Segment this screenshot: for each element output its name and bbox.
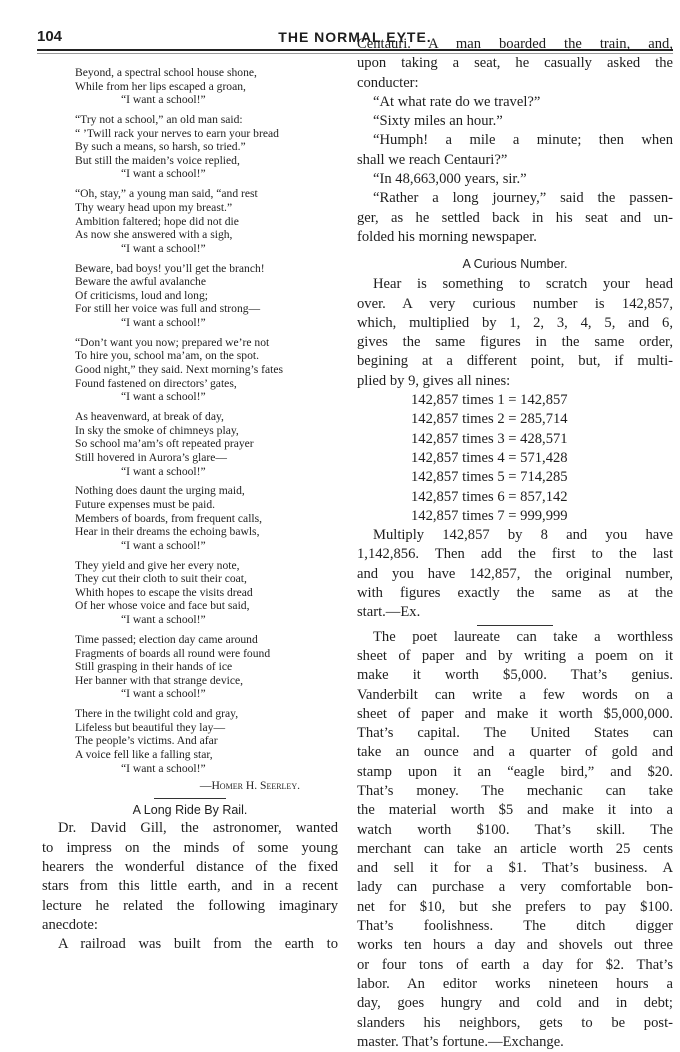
- poem-stanza: [75, 262, 338, 330]
- article-poet-laureate: [357, 628, 673, 1052]
- poem-line: “Try not a school,” an old man said:: [75, 113, 243, 127]
- poem-line: Found fastened on directors’ gates,: [75, 376, 237, 390]
- text-line: Centauri. A man boarded the train, and,: [357, 36, 673, 52]
- poem-line: Members of boards, from frequent calls,: [75, 511, 263, 525]
- article-long-ride-continued: [357, 35, 673, 247]
- text-line: “At what rate do we travel?”: [373, 93, 541, 110]
- poem-stanza: [75, 559, 338, 627]
- text-line: net for $10, but she prefers to pay $100.: [357, 898, 673, 915]
- article-title-long-ride: A Long Ride By Rail.: [132, 803, 248, 818]
- text-line: watch worth $100. That’s skill. The: [357, 821, 673, 838]
- table-row: 142,857 times 6 = 857,142: [411, 488, 568, 505]
- poem-line: Beyond, a spectral school house shone,: [75, 66, 257, 79]
- multiplication-table: [357, 391, 673, 526]
- text-line: The poet laureate can take a worthless: [373, 628, 673, 645]
- poem-refrain: “I want a school!”: [121, 761, 206, 775]
- poem-line: In sky the smoke of chimneys play,: [75, 423, 239, 437]
- poem-line: “Don’t want you now; prepared we’re not: [75, 335, 270, 349]
- poem-line: They cut their cloth to suit their coat,: [75, 572, 247, 586]
- paragraph: [357, 112, 673, 131]
- text-line: plied by 9, gives all nines:: [357, 372, 511, 389]
- poem-line: Future expenses must be paid.: [75, 498, 216, 511]
- text-line: works ten hours a day and shovels out three: [357, 937, 673, 954]
- poem-stanza: [75, 707, 338, 775]
- poem-stanza: [75, 633, 338, 701]
- text-line: hearers the wonderful distance of the fixed: [42, 859, 338, 876]
- poem-line: “Oh, stay,” a young man said, “and rest: [75, 187, 258, 201]
- text-line: labor. An editor works nineteen hours a: [357, 975, 673, 992]
- poem-refrain: “I want a school!”: [121, 93, 206, 107]
- text-line: to impress on the minds of some young: [42, 839, 338, 856]
- poem-line: Whith hopes to escape the visits dread: [75, 585, 253, 599]
- poem-stanza: [75, 113, 338, 181]
- text-line: slanders his neighbors, gets to be post-: [357, 1014, 673, 1031]
- table-row: 142,857 times 7 = 999,999: [411, 507, 568, 524]
- text-line: the material worth $5 and make it into a: [357, 802, 673, 819]
- text-line: anecdote:: [42, 916, 98, 933]
- poem-line: A voice fell like a falling star,: [75, 747, 213, 761]
- text-line: “Humph! a mile a minute; then when: [373, 132, 673, 149]
- text-line: over. A very curious number is 142,857,: [357, 295, 673, 312]
- poem-refrain: “I want a school!”: [121, 315, 206, 329]
- text-line: day, goes hungry and cold and in debt;: [357, 995, 673, 1012]
- poem-line: Thy weary head upon my breast.”: [75, 200, 233, 214]
- poem-refrain: “I want a school!”: [121, 687, 206, 701]
- text-line: master. That’s fortune.—Exchange.: [357, 1033, 564, 1050]
- text-line: or four tons of earth a day for $2. That’s: [357, 956, 673, 973]
- text-line: That’s capital. The United States can: [357, 725, 673, 742]
- paragraph: [357, 526, 673, 622]
- paragraph: [357, 275, 673, 391]
- text-line: and you have 142,857, the original number,: [357, 565, 673, 582]
- text-line: 1,142,856. Then add the first to the last: [357, 546, 673, 563]
- poem-line: Hear in their dreams the echoing bawls,: [75, 525, 260, 539]
- text-line: Multiply 142,857 by 8 and you have: [373, 527, 673, 544]
- poem-stanza: [75, 66, 338, 107]
- table-row: 142,857 times 1 = 142,857: [411, 392, 568, 409]
- poem-stanza: [75, 336, 338, 404]
- text-line: stamp upon it an “eagle bird,” and $20.: [357, 763, 673, 780]
- poem-line: For still her voice was full and strong—: [75, 302, 261, 316]
- poem-line: So school ma’am’s oft repeated prayer: [75, 437, 254, 451]
- paragraph: [357, 93, 673, 112]
- poem-line: But still the maiden’s voice replied,: [75, 153, 240, 167]
- paragraph: [42, 819, 338, 935]
- poem-refrain: “I want a school!”: [121, 464, 206, 478]
- poem-line: While from her lips escaped a groan,: [75, 79, 246, 93]
- page-number: 104: [37, 28, 63, 45]
- poem-line: Of her whose voice and face but said,: [75, 599, 250, 613]
- article-long-ride: [42, 819, 338, 954]
- poem-stanza: [75, 187, 338, 255]
- poem-refrain: “I want a school!”: [121, 241, 206, 255]
- paragraph: [357, 628, 673, 1052]
- poem-refrain: “I want a school!”: [121, 390, 206, 404]
- text-line: which, multiplied by 1, 2, 3, 4, 5, and 6,: [357, 314, 673, 331]
- poem-stanza: [75, 410, 338, 478]
- text-line: folded his morning newspaper.: [357, 228, 537, 245]
- text-line: Vanderbilt can write a few words on a: [357, 686, 673, 703]
- text-line: That’s money. The mechanic can take: [357, 782, 673, 799]
- poem-line: Of criticisms, loud and long;: [75, 288, 208, 302]
- table-row: 142,857 times 4 = 571,428: [411, 449, 568, 466]
- text-line: Hear is something to scratch your head: [373, 276, 673, 293]
- text-line: conducter:: [357, 74, 419, 91]
- table-row: 142,857 times 5 = 714,285: [411, 469, 568, 486]
- text-line: with figures exactly the same as at the: [357, 585, 673, 602]
- text-line: “Sixty miles an hour.”: [373, 113, 503, 130]
- poem-line: By such a means, so harsh, so tried.”: [75, 140, 246, 154]
- poem-line: As now she answered with a sigh,: [75, 228, 233, 242]
- poem-line: The people’s victims. And afar: [75, 734, 218, 748]
- poem-line: Time passed; election day came around: [75, 632, 258, 646]
- paragraph: [357, 170, 673, 189]
- poem: [42, 66, 338, 775]
- poem-line: Ambition faltered; hope did not die: [75, 214, 239, 228]
- text-line: A railroad was built from the earth to: [58, 936, 338, 953]
- journal-title: THE NORMAL EYTE.: [278, 29, 432, 45]
- text-line: upon taking a seat, he casually asked the: [357, 55, 673, 72]
- poem-refrain: “I want a school!”: [121, 538, 206, 552]
- poem-line: To hire you, school ma’am, on the spot.: [75, 349, 260, 363]
- paragraph: [357, 189, 673, 247]
- text-line: “Rather a long journey,” said the passen-: [373, 190, 673, 207]
- text-line: Dr. David Gill, the astronomer, wanted: [58, 820, 338, 837]
- text-line: start.—Ex.: [357, 604, 421, 621]
- text-line: and sell it for a $1. That’s business. A: [357, 860, 673, 877]
- text-line: lecture he related the following imaginary: [42, 897, 338, 914]
- poem-refrain: “I want a school!”: [121, 613, 206, 627]
- article-curious-number: [357, 275, 673, 622]
- section-rule: [154, 798, 226, 799]
- text-line: begining at a different point, but, if multi-: [357, 353, 673, 370]
- poem-line: Her banner with that strange device,: [75, 673, 244, 687]
- poem-signature: —Homer H. Seerley.: [199, 779, 300, 793]
- poem-line: Lifeless but beautiful they lay—: [75, 720, 226, 734]
- table-row: 142,857 times 3 = 428,571: [411, 430, 568, 447]
- article-title-curious-number: A Curious Number.: [462, 257, 568, 272]
- poem-line: Still hovered in Aurora’s glare—: [75, 450, 227, 464]
- text-line: gives the same figures in the same order,: [357, 334, 673, 351]
- paragraph: [357, 35, 673, 93]
- text-line: merchant can take an article worth 25 cents: [357, 840, 673, 857]
- text-line: sheet of paper and by writing a poem on it: [357, 647, 673, 664]
- poem-line: Still grasping in their hands of ice: [75, 660, 233, 674]
- poem-line: As heavenward, at break of day,: [75, 410, 224, 424]
- poem-line: Nothing does daunt the urging maid,: [75, 484, 245, 498]
- table-row: 142,857 times 2 = 285,714: [411, 411, 568, 428]
- paragraph: [42, 935, 338, 954]
- text-line: That’s foolishness. The ditch digger: [357, 918, 673, 935]
- poem-line: Beware the awful avalanche: [75, 275, 207, 289]
- poem-line: They yield and give her every note,: [75, 558, 240, 572]
- text-line: sheet of paper and make it worth $5,000,000.: [357, 705, 673, 722]
- text-line: “In 48,663,000 years, sir.”: [373, 171, 527, 188]
- text-line: ger, as he settled back in his seat and un-: [357, 209, 673, 226]
- poem-stanza: [75, 484, 338, 552]
- text-line: stars from this little earth, and in a recent: [42, 878, 338, 895]
- text-line: make it worth $5,000. That’s genius.: [357, 667, 673, 684]
- section-rule: [477, 625, 553, 626]
- text-line: shall we reach Centauri?”: [357, 151, 508, 168]
- right-column: [357, 35, 673, 1052]
- left-column: [42, 66, 338, 955]
- paragraph: [357, 131, 673, 170]
- text-line: take an ounce and a quarter of gold and: [357, 744, 673, 761]
- poem-line: Beware, bad boys! you’ll get the branch!: [75, 261, 265, 275]
- poem-line: “ ’Twill rack your nerves to earn your bread: [75, 126, 279, 140]
- text-line: lady can purchase a very comfortable bon-: [357, 879, 673, 896]
- poem-line: Good night,” they said. Next morning’s fates: [75, 363, 284, 377]
- poem-line: There in the twilight cold and gray,: [75, 707, 239, 721]
- poem-line: Fragments of boards all round were found: [75, 646, 271, 660]
- poem-refrain: “I want a school!”: [121, 167, 206, 181]
